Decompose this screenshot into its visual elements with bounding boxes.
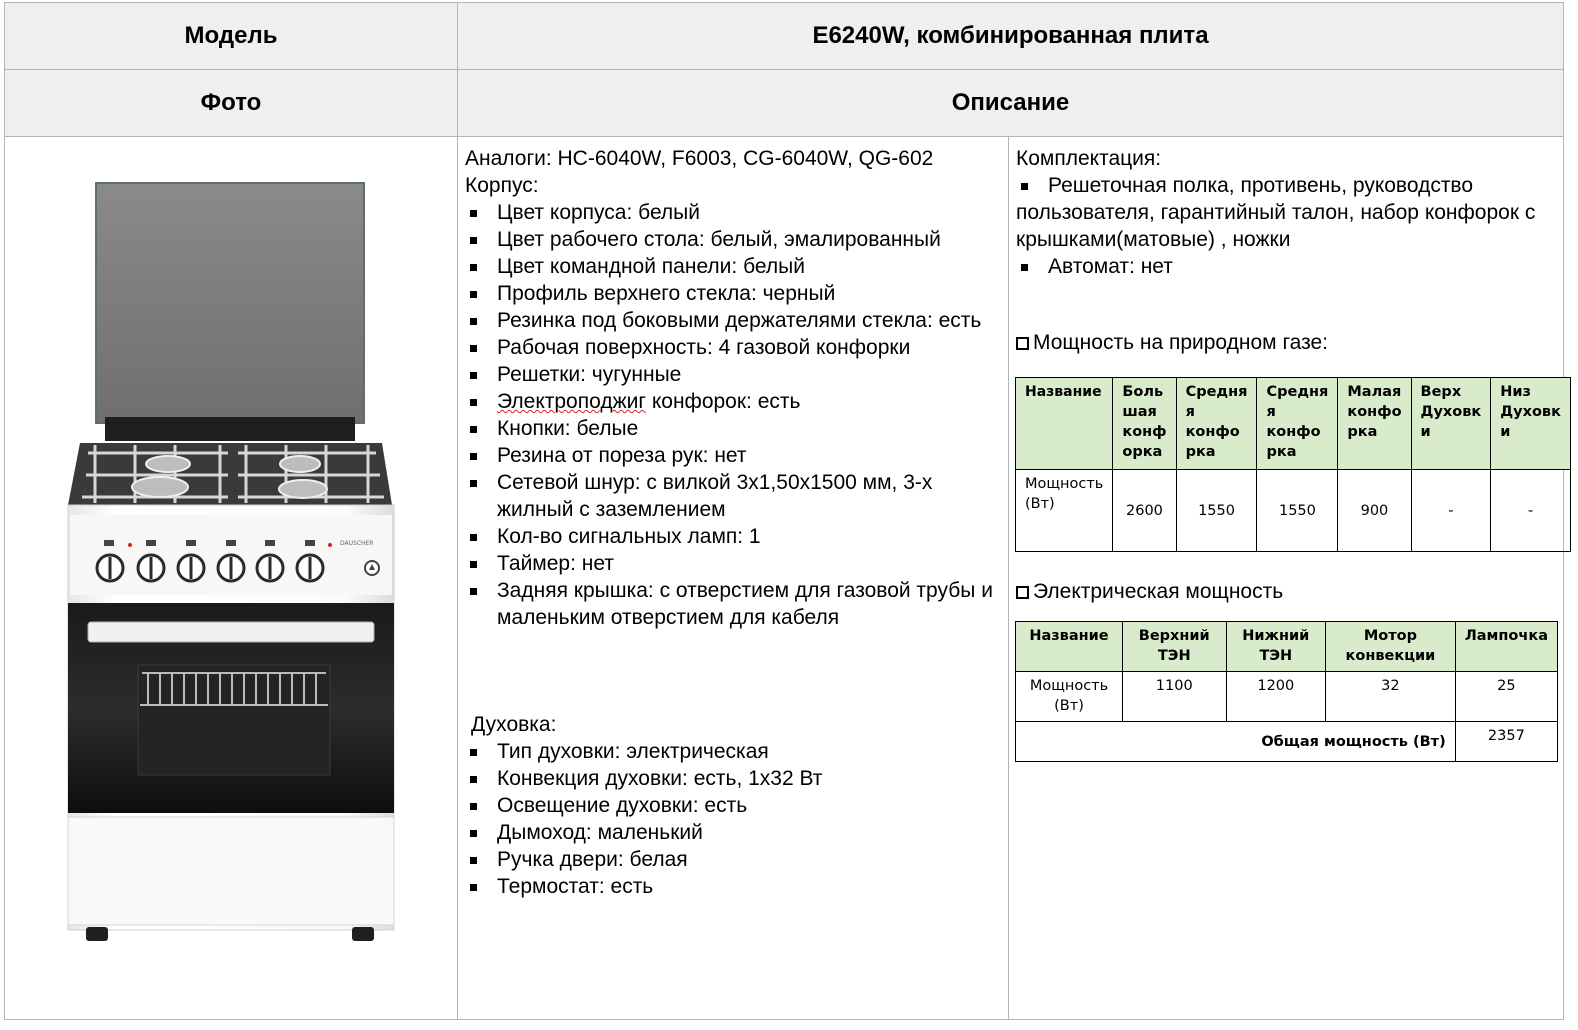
table-cell: Мощность (Вт) xyxy=(1016,470,1113,552)
gas-power-table xyxy=(1015,377,1571,552)
list-item: Кнопки: белые xyxy=(465,415,995,442)
body-list xyxy=(465,199,995,631)
list-item: Цвет рабочего стола: белый, эмалированный xyxy=(465,226,995,253)
list-item: Рабочая поверхность: 4 газовой конфорки xyxy=(465,334,995,361)
electric-power-table xyxy=(1015,621,1558,762)
oven-section xyxy=(465,711,995,900)
table-header: Название xyxy=(1016,622,1123,672)
kit-item xyxy=(1016,172,1536,253)
list-item: Дымоход: маленький xyxy=(465,819,995,846)
total-value: 2357 xyxy=(1455,722,1557,762)
table-cell: 32 xyxy=(1326,672,1456,722)
list-item: Резинка под боковыми держателями стекла: есть xyxy=(465,307,995,334)
oven-title: Духовка: xyxy=(471,713,557,736)
description-label-cell xyxy=(457,69,1564,137)
list-item: Конвекция духовки: есть, 1х32 Вт xyxy=(465,765,995,792)
kit-title: Комплектация: xyxy=(1016,147,1162,170)
table-row xyxy=(1016,470,1571,552)
body-title: Корпус: xyxy=(465,174,539,197)
table-header: Лампочка xyxy=(1455,622,1557,672)
el-title-text: Электрическая мощность xyxy=(1033,580,1284,603)
table-header: Мотор конвекции xyxy=(1326,622,1456,672)
list-item: Цвет командной панели: белый xyxy=(465,253,995,280)
table-cell: 900 xyxy=(1338,470,1411,552)
table-row xyxy=(1016,672,1558,722)
model-label-cell xyxy=(4,2,458,70)
list-item: Задняя крышка: с отверстием для газовой трубы и маленьким отверстием для кабеля xyxy=(465,577,995,631)
list-item: Термостат: есть xyxy=(465,873,995,900)
model-value-cell xyxy=(457,2,1564,70)
list-item: Таймер: нет xyxy=(465,550,995,577)
table-cell: 1550 xyxy=(1257,470,1338,552)
auto-item xyxy=(1016,253,1536,280)
table-cell: Мощность (Вт) xyxy=(1016,672,1123,722)
list-item: Освещение духовки: есть xyxy=(465,792,995,819)
list-item: Ручка двери: белая xyxy=(465,846,995,873)
stove-image xyxy=(60,175,405,950)
bullet xyxy=(1021,183,1028,190)
table-cell: 25 xyxy=(1455,672,1557,722)
list-item: Профиль верхнего стекла: черный xyxy=(465,280,995,307)
oven-list xyxy=(465,738,995,900)
gas-title xyxy=(1016,329,1536,356)
table-cell: - xyxy=(1411,470,1491,552)
auto-item-text: Автомат: нет xyxy=(1048,255,1173,278)
table-header-row xyxy=(1016,378,1571,470)
model-label: Модель xyxy=(184,22,278,49)
el-title xyxy=(1016,578,1536,605)
list-item: Цвет корпуса: белый xyxy=(465,199,995,226)
description-label: Описание xyxy=(951,89,1070,116)
checkbox-icon xyxy=(1016,586,1029,599)
table-header: Нижний ТЭН xyxy=(1226,622,1326,672)
spellcheck-word: Электроподжиг xyxy=(497,390,647,413)
table-cell: 1550 xyxy=(1176,470,1257,552)
table-header: Верхний ТЭН xyxy=(1123,622,1227,672)
table-header-row xyxy=(1016,622,1558,672)
model-value: E6240W, комбинированная плита xyxy=(812,22,1209,49)
photo-label-cell xyxy=(4,69,458,137)
stove-brand: DAUSCHER xyxy=(340,540,374,547)
list-item: Кол-во сигнальных ламп: 1 xyxy=(465,523,995,550)
table-cell: 2600 xyxy=(1113,470,1176,552)
list-item: Электроподжиг конфорок: есть xyxy=(465,388,995,415)
checkbox-icon xyxy=(1016,337,1029,350)
table-header: Верх Духовк и xyxy=(1411,378,1491,470)
table-header: Название xyxy=(1016,378,1113,470)
description-left xyxy=(465,145,995,631)
table-header: Малая конфо рка xyxy=(1338,378,1411,470)
gas-title-text: Мощность на природном газе: xyxy=(1033,331,1328,354)
table-cell: 1200 xyxy=(1226,672,1326,722)
list-item: Решетки: чугунные xyxy=(465,361,995,388)
description-right xyxy=(1016,145,1536,280)
photo-label: Фото xyxy=(200,89,262,116)
table-header: Низ Духовк и xyxy=(1491,378,1571,470)
table-cell: - xyxy=(1491,470,1571,552)
list-item: Резина от пореза рук: нет xyxy=(465,442,995,469)
total-label: Общая мощность (Вт) xyxy=(1016,722,1456,762)
table-row xyxy=(1016,722,1558,762)
kit-item-text: Решеточная полка, противень, руководство пользователя, гарантийный талон, набор конфорок с крышками(матовые) , ножки xyxy=(1016,174,1536,251)
list-item: Сетевой шнур: с вилкой 3х1,50х1500 мм, 3-х жилный с заземлением xyxy=(465,469,995,523)
list-item: Тип духовки: электрическая xyxy=(465,738,995,765)
table-header: Средня я конфо рка xyxy=(1176,378,1257,470)
table-header: Средня я конфо рка xyxy=(1257,378,1338,470)
analogs: Аналоги: HC-6040W, F6003, CG-6040W, QG-602 xyxy=(465,147,934,170)
bullet xyxy=(1021,264,1028,271)
table-cell: 1100 xyxy=(1123,672,1227,722)
table-header: Боль шая конф орка xyxy=(1113,378,1176,470)
